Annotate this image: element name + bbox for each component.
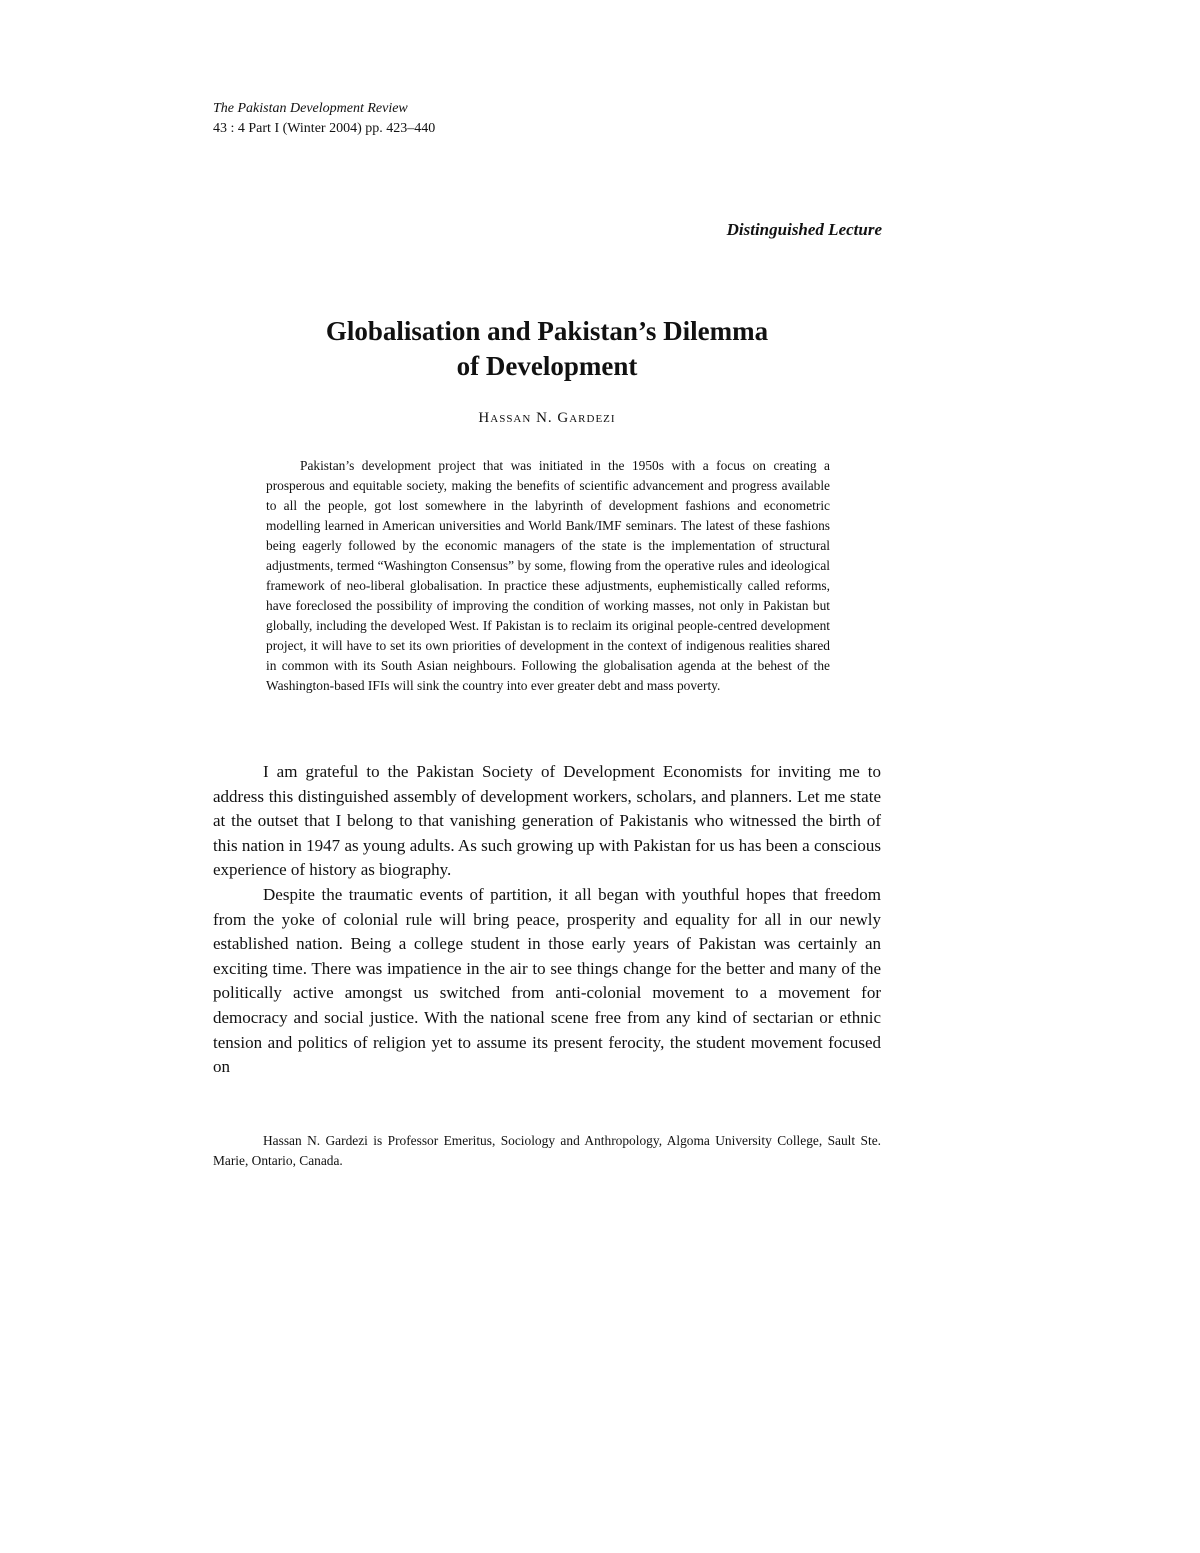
body-paragraph: I am grateful to the Pakistan Society of Development Economists for inviting me to address this distinguished assembly of development workers, scholars, and planners. Let me state at the outset that I belong to that vanishing generation of Pakistanis who witnessed the birth of this nation in 1947 as young adults. As such growing up with Pakistan for us has been a conscious experience of history as biography. — [213, 762, 881, 880]
abstract: Pakistan’s development project that was initiated in the 1950s with a focus on creating a prosperous and equitable society, making the benefits of scientific advancement and progress available to all the people, got lost somewhere in the labyrinth of development fashions and econometric modelling learned in American universities and World Bank/IMF seminars. The latest of these fashions being eagerly followed by the economic managers of the state is the implementation of structural adjustments, termed “Washington Consensus” by some, flowing from the operative rules and ideological framework of neo-liberal globalisation. In practice these adjustments, euphemistically called reforms, have foreclosed the possibility of improving the condition of working masses, not only in Pakistan but globally, including the developed West. If Pakistan is to reclaim its original people-centred development project, it will have to set its own priorities of development in the context of indigenous realities shared in common with its South Asian neighbours. Following the globalisation agenda at the behest of the Washington-based IFIs will sink the country into ever greater debt and mass poverty. — [266, 458, 830, 693]
journal-header — [213, 99, 435, 139]
title-line-2: of Development — [456, 351, 638, 381]
journal-citation: 43 : 4 Part I (Winter 2004) pp. 423–440 — [213, 121, 436, 136]
body-text — [213, 760, 881, 1080]
body-paragraph: Despite the traumatic events of partition, it all began with youthful hopes that freedom from the yoke of colonial rule will bring peace, prosperity and equality for all in our newly established nation. Being a college student in those early years of Pakistan was certainly an exciting time. There was impatience in the air to see things change for the better and many of the politically active amongst us switched from anti-colonial movement to a movement for democracy and social justice. With the national scene free from any kind of sectarian or ethnic tension and politics of religion yet to assume its present ferocity, the student movement focused on — [213, 884, 881, 1077]
paper-title — [213, 314, 881, 384]
journal-name: The Pakistan Development Review — [213, 101, 408, 116]
title-line-1: Globalisation and Pakistan’s Dilemma — [325, 316, 769, 346]
section-label: Distinguished Lecture — [726, 220, 882, 239]
author-name: Hassan N. Gardezi — [478, 410, 616, 426]
footnote: Hassan N. Gardezi is Professor Emeritus, Sociology and Anthropology, Algoma University College, Sault Ste. Marie, Ontario, Canada. — [213, 1133, 881, 1168]
